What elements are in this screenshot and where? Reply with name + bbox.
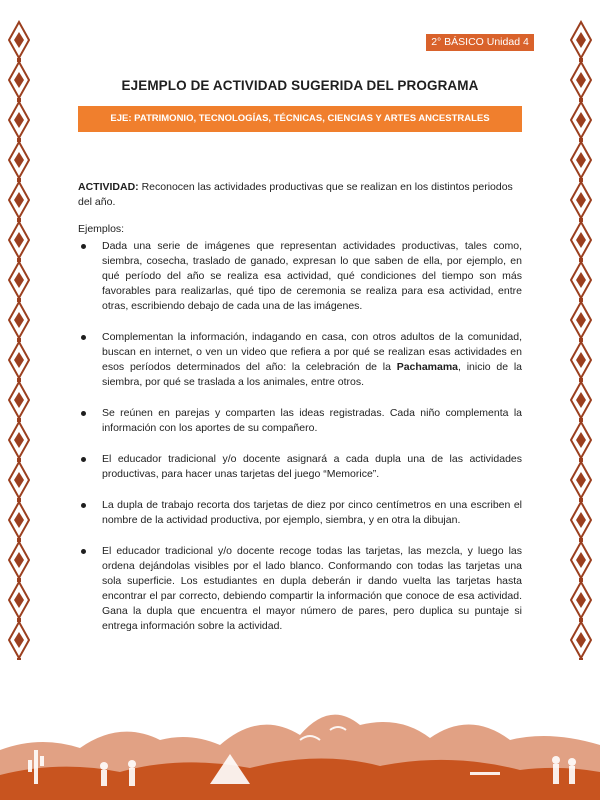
list-item: El educador tradicional y/o docente recoge todas las tarjetas, las mezcla, y luego las ordena dejándolas visibles por el lado blanco. Conformando con todas las tarjetas una sola superficie. Los estudiantes en dupla deberán ir dando vuelta las tarjetas hasta encontrar el par correcto, debiendo compartir la información que conoce de esa actividad. Gana la dupla que encuentra el mayor número de pares, pero duplica su puntaje si entrega información sobre la actividad. — [78, 544, 522, 634]
examples-list — [78, 239, 522, 634]
andean-border-pattern-left — [8, 20, 30, 660]
activity-label: ACTIVIDAD: — [78, 181, 139, 193]
activity-text: Reconocen las actividades productivas que se realizan en los distintos periodos del año. — [78, 181, 513, 208]
list-item: Dada una serie de imágenes que representan actividades productivas, tales como, siembra, cosecha, traslado de ganado, expresan lo que saben de ella, por ejemplo, en qué período del año se realiza esa actividad, qué condiciones del tiempo son más favorables para realizarlas, qué tipo de ceremonia se realiza para esa actividad, entre otras, escribiendo debajo de cada una de las imágenes. — [78, 239, 522, 314]
list-item-text: , inicio de la siembra, por qué se traslada a los animales, entre otros. — [102, 361, 523, 388]
list-item: Se reúnen en parejas y comparten las ideas registradas. Cada niño complementa la información con los aportes de su compañero. — [78, 406, 522, 436]
footer-landscape-illustration — [0, 680, 600, 800]
page-title: EJEMPLO DE ACTIVIDAD SUGERIDA DEL PROGRAMA — [121, 78, 479, 93]
unit-badge: 2° BÁSICO Unidad 4 — [426, 34, 534, 51]
list-item: La dupla de trabajo recorta dos tarjetas de diez por cinco centímetros en una escriben el nombre de la actividad productiva, por ejemplo, siembra, y en otra la dibujan. — [78, 498, 522, 528]
examples-label: Ejemplos: — [78, 223, 125, 235]
andean-border-pattern-right — [570, 20, 592, 660]
list-item — [78, 330, 522, 390]
activity-content — [78, 180, 522, 650]
list-item-text: Complementan la información, indagando en casa, con otros adultos de la comunidad, buscan en internet, o ven un video que refiera a por qué se realizan esas actividades en esos períodos determinados del año: la celebración de la — [102, 331, 522, 373]
eje-banner: EJE: PATRIMONIO, TECNOLOGÍAS, TÉCNICAS, CIENCIAS Y ARTES ANCESTRALES — [78, 106, 522, 132]
activity-statement — [78, 180, 522, 210]
pachamama-term: Pachamama — [396, 361, 459, 373]
list-item: El educador tradicional y/o docente asignará a cada dupla una de las actividades productivas, para hacer unas tarjetas del juego “Memorice”. — [78, 452, 522, 482]
